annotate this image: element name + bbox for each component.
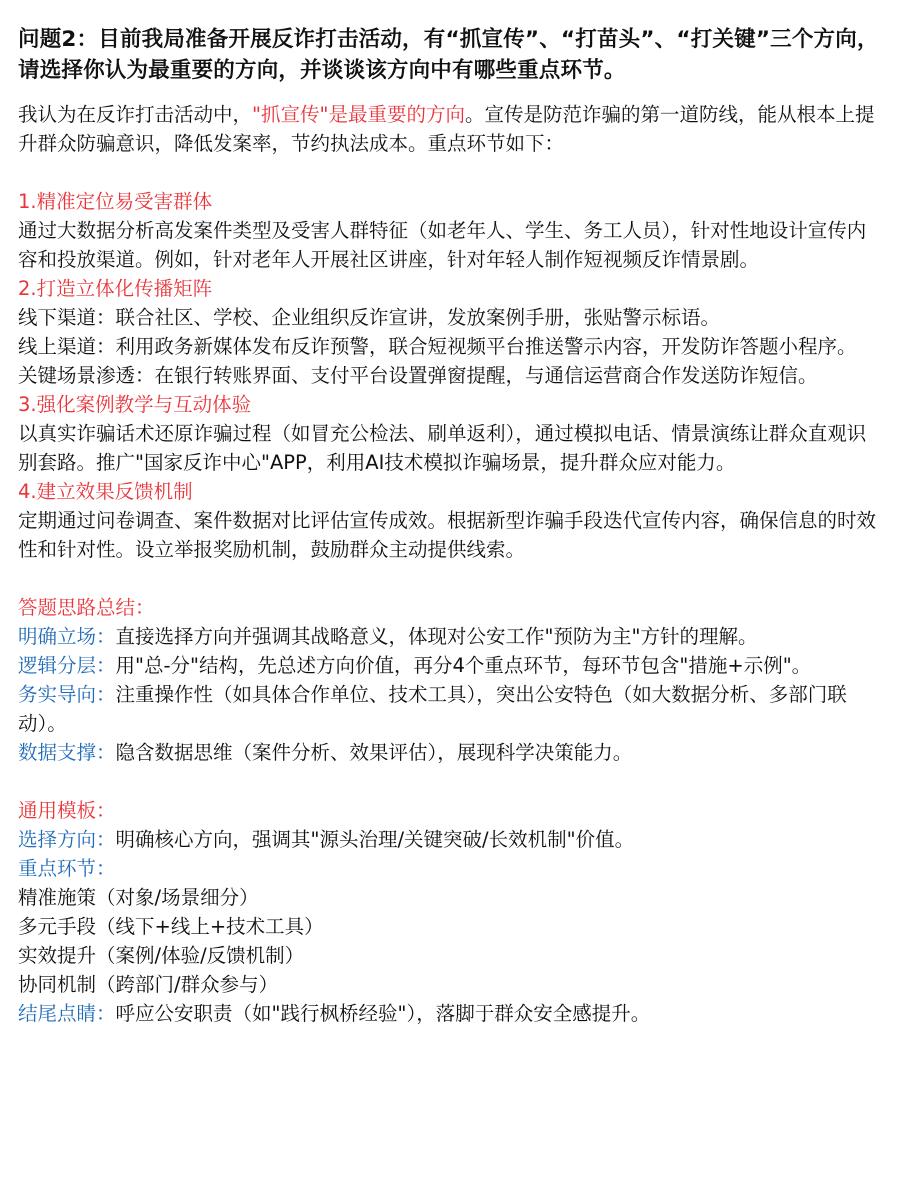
template-choose xyxy=(18,825,882,854)
summary-item-label: 数据支撑： xyxy=(18,741,116,764)
section-paragraph: 线上渠道：利用政务新媒体发布反诈预警，联合短视频平台推送警示内容，开发防诈答题小程序。 xyxy=(18,335,857,358)
spacer xyxy=(18,158,882,187)
template-key-item: 多元手段（线下+线上+技术工具） xyxy=(18,915,324,938)
section-title: 4.建立效果反馈机制 xyxy=(18,480,193,503)
section-title: 3.强化案例教学与互动体验 xyxy=(18,393,252,416)
spacer xyxy=(18,767,882,796)
summary-item-label: 明确立场： xyxy=(18,625,116,648)
section-paragraph: 以真实诈骗话术还原诈骗过程（如冒充公检法、刷单返利），通过模拟电话、情景演练让群众直观识别套路。推广"国家反诈中心"APP，利用AI技术模拟诈骗场景，提升群众应对能力。 xyxy=(18,422,867,474)
summary-item-label: 务实导向： xyxy=(18,683,116,706)
template-end-label: 结尾点睛： xyxy=(18,1002,116,1025)
section-paragraph: 关键场景渗透：在银行转账界面、支付平台设置弹窗提醒，与通信运营商合作发送防诈短信。 xyxy=(18,364,818,387)
summary-title: 答题思路总结： xyxy=(18,596,155,619)
spacer xyxy=(18,564,882,593)
summary-item-text: 注重操作性（如具体合作单位、技术工具），突出公安特色（如大数据分析、多部门联动）。 xyxy=(18,683,847,735)
template-key-item: 精准施策（对象/场景细分） xyxy=(18,886,259,909)
intro-prefix: 我认为在反诈打击活动中， xyxy=(18,103,253,126)
summary-item-text: 直接选择方向并强调其战略意义，体现对公安工作"预防为主"方针的理解。 xyxy=(115,625,758,648)
summary-item xyxy=(18,622,882,651)
section-title: 1.精准定位易受害群体 xyxy=(18,190,213,213)
template-end-text: 呼应公安职责（如"践行枫桥经验"），落脚于群众安全感提升。 xyxy=(115,1002,651,1025)
summary-item xyxy=(18,738,882,767)
template-key-label: 重点环节： xyxy=(18,857,116,880)
template-key-item: 实效提升（案例/体验/反馈机制） xyxy=(18,944,305,967)
summary-item xyxy=(18,680,882,738)
summary-item-label: 逻辑分层： xyxy=(18,654,116,677)
section-paragraph: 通过大数据分析高发案件类型及受害人群特征（如老年人、学生、务工人员），针对性地设计宣传内容和投放渠道。例如，针对老年人开展社区讲座，针对年轻人制作短视频反诈情景剧。 xyxy=(18,219,867,271)
summary-item xyxy=(18,651,882,680)
summary-item-text: 用"总-分"结构，先总述方向价值，再分4个重点环节，每环节包含"措施+示例"。 xyxy=(115,654,812,677)
intro-paragraph xyxy=(18,100,882,158)
template-choose-text: 明确核心方向，强调其"源头治理/关键突破/长效机制"价值。 xyxy=(115,828,635,851)
intro-suffix: 。宣传是防范诈骗的第一道防线，能从根本上提升群众防骗意识，降低发案率，节约执法成本。重点环节如下： xyxy=(18,103,875,155)
template-end xyxy=(18,999,882,1028)
template-title: 通用模板： xyxy=(18,799,116,822)
section-paragraph: 线下渠道：联合社区、学校、企业组织反诈宣讲，发放案例手册，张贴警示标语。 xyxy=(18,306,721,329)
section-paragraph: 定期通过问卷调查、案件数据对比评估宣传成效。根据新型诈骗手段迭代宣传内容，确保信息的时效性和针对性。设立举报奖励机制，鼓励群众主动提供线索。 xyxy=(18,509,877,561)
summary-item-text: 隐含数据思维（案件分析、效果评估），展现科学决策能力。 xyxy=(115,741,633,764)
template-choose-label: 选择方向： xyxy=(18,828,116,851)
template-key-item: 协同机制（跨部门/群众参与） xyxy=(18,973,279,996)
question-heading: 问题2：目前我局准备开展反诈打击活动，有“抓宣传”、“打苗头”、“打关键”三个方向，请选择你认为最重要的方向，并谈谈该方向中有哪些重点环节。 xyxy=(18,27,879,83)
section-title: 2.打造立体化传播矩阵 xyxy=(18,277,213,300)
intro-highlight: "抓宣传"是最重要的方向 xyxy=(252,103,465,126)
